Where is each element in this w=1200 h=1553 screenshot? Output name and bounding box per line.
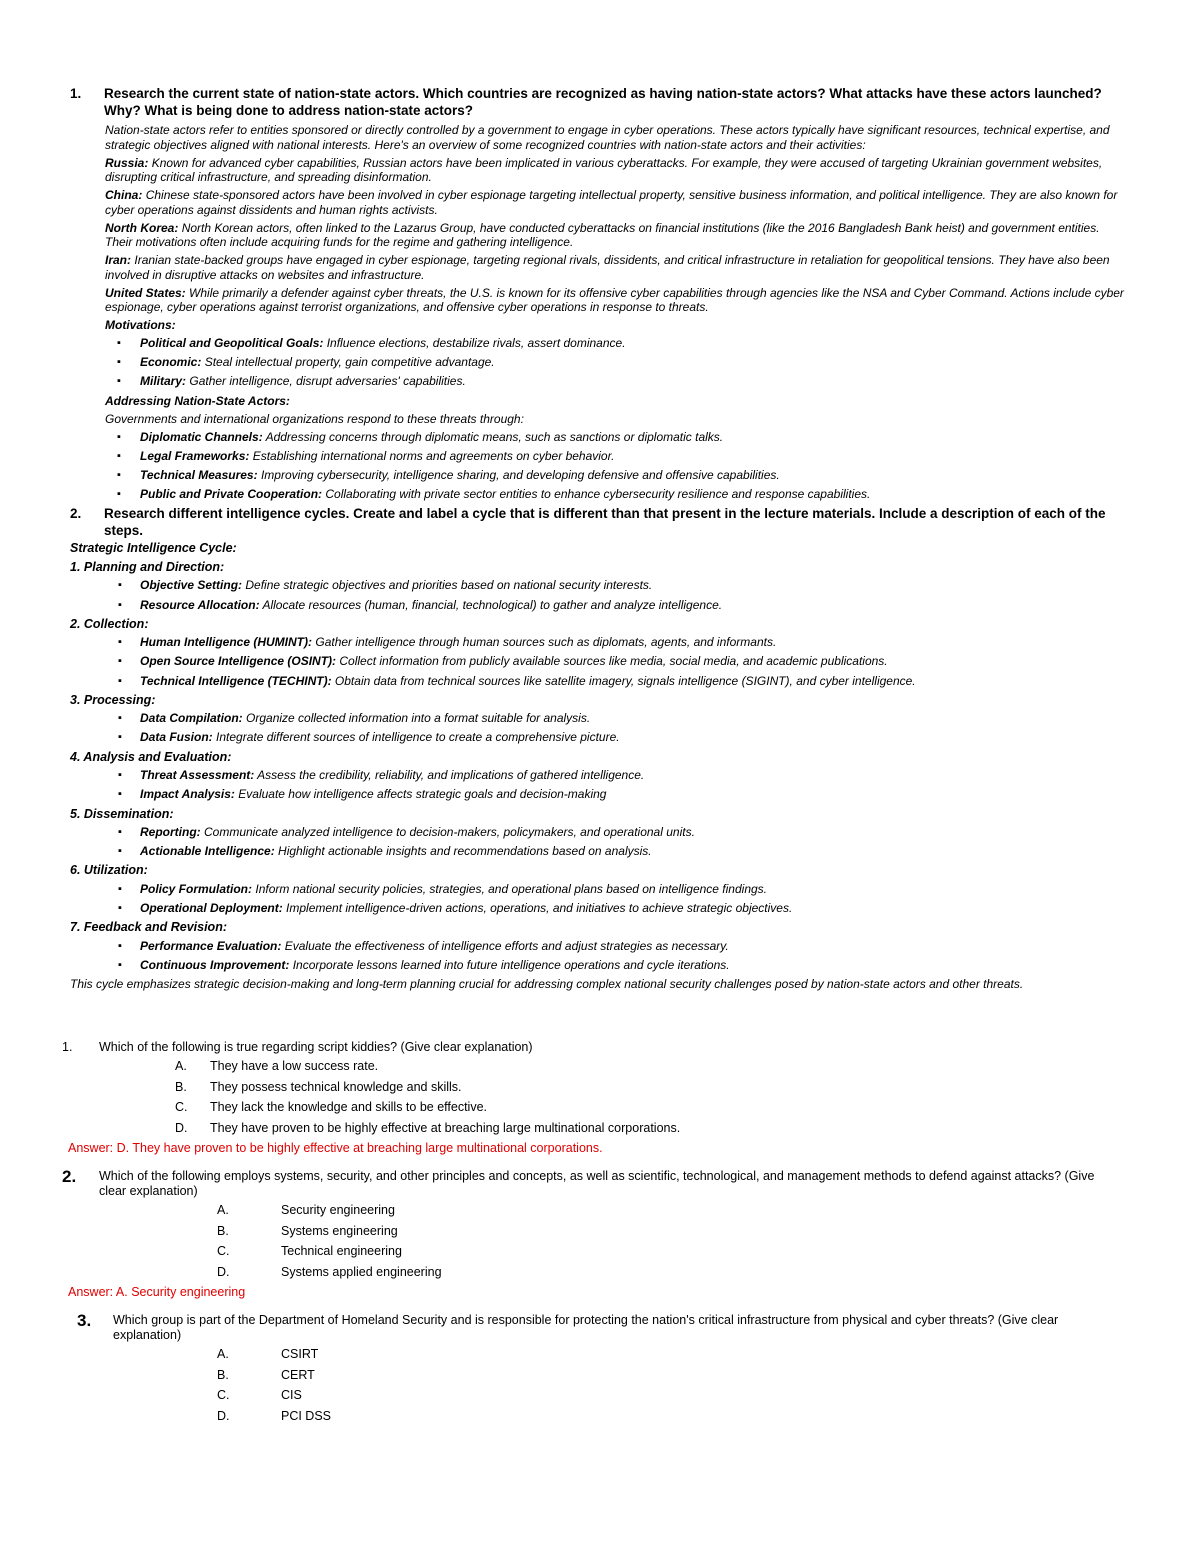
- country-paragraph: [105, 188, 1130, 217]
- item-label: Technical Intelligence (TECHINT):: [140, 673, 332, 688]
- list-item: [70, 654, 1130, 669]
- step-list: [70, 635, 1130, 688]
- item-text: Implement intelligence-driven actions, operations, and initiatives to achieve strategic objectives.: [286, 901, 793, 916]
- motivations-list: [105, 336, 1130, 389]
- item-label: Data Compilation:: [140, 711, 243, 726]
- item-text: Collect information from publicly available sources like media, social media, and academic publications.: [339, 654, 888, 669]
- option-letter: C.: [175, 1100, 188, 1114]
- option-text: They possess technical knowledge and skills.: [210, 1079, 462, 1094]
- country-name: China:: [105, 188, 143, 202]
- item-label: Diplomatic Channels:: [140, 429, 263, 444]
- step-heading: 7. Feedback and Revision:: [70, 920, 227, 935]
- option-text: PCI DSS: [281, 1408, 332, 1423]
- step-heading: 4. Analysis and Evaluation:: [70, 749, 232, 764]
- item-text: Gather intelligence through human sources such as diplomats, agents, and informants.: [315, 635, 777, 650]
- list-item: [105, 355, 1130, 370]
- option-letter: D.: [217, 1408, 230, 1423]
- item-label: Data Fusion:: [140, 730, 213, 745]
- question-number: 2.: [62, 1167, 77, 1186]
- item-label: Performance Evaluation:: [140, 938, 282, 953]
- country-paragraph: [105, 253, 1130, 282]
- question-number: 1.: [70, 86, 82, 101]
- option: [217, 1224, 1122, 1239]
- options-list: [217, 1203, 1122, 1280]
- essay-section: [70, 86, 1130, 995]
- option-letter: C.: [217, 1388, 230, 1402]
- question-number: 1.: [62, 1040, 73, 1054]
- item-text: Organize collected information into a format suitable for analysis.: [246, 711, 591, 726]
- country-name: North Korea:: [105, 220, 179, 235]
- list-item: [70, 598, 1130, 613]
- item-label: Human Intelligence (HUMINT):: [140, 635, 313, 650]
- intro-paragraph: Nation-state actors refer to entities sponsored or directly controlled by a government to engage in cyber operations. These actors typically have significant resources, technical expertise, and strategic objectives aligned with national interests. Here's an overview of some recognized countries with nation-state actors and their activities:: [105, 123, 1110, 152]
- item-text: Obtain data from technical sources like satellite imagery, signals intelligence (SIGINT), and cyber intelligence.: [334, 673, 916, 688]
- list-item: [70, 730, 1130, 745]
- item-text: Addressing concerns through diplomatic means, such as sanctions or diplomatic talks.: [265, 429, 724, 444]
- question-text: Research the current state of nation-state actors. Which countries are recognized as having nation-state actors? What attacks have these actors launched? Why? What is being done to address nation-state actors?: [104, 86, 1102, 118]
- item-label: Actionable Intelligence:: [140, 844, 275, 859]
- option: [217, 1409, 1122, 1424]
- option-text: Systems engineering: [281, 1223, 398, 1238]
- item-text: Communicate analyzed intelligence to decision-makers, policymakers, and operational units.: [204, 825, 695, 839]
- item-text: Evaluate how intelligence affects strategic goals and decision-making: [238, 787, 607, 802]
- item-label: Impact Analysis:: [140, 787, 235, 802]
- item-text: Define strategic objectives and priorities based on national security interests.: [245, 578, 653, 593]
- motivations-heading: Motivations:: [105, 318, 176, 332]
- country-paragraph: [105, 221, 1130, 250]
- list-item: [70, 825, 1130, 840]
- option: [217, 1203, 1122, 1218]
- option-text: They lack the knowledge and skills to be effective.: [210, 1100, 488, 1114]
- step-list: [70, 711, 1130, 745]
- item-label: Threat Assessment:: [140, 768, 255, 783]
- cycle-heading: Strategic Intelligence Cycle:: [70, 541, 237, 556]
- country-text: Iranian state-backed groups have engaged in cyber espionage, targeting regional rivals, dissidents, and critical infrastructure in retaliation for geopolitical tensions. They have also been involved in disruptive attacks on websites and infrastructure.: [105, 253, 1110, 282]
- list-item: [70, 882, 1130, 897]
- list-item: [70, 844, 1130, 859]
- options-list: [217, 1347, 1122, 1424]
- option-letter: A.: [175, 1059, 187, 1073]
- list-item: [105, 336, 1130, 351]
- country-name: Iran:: [105, 253, 132, 267]
- question-1-heading: [70, 86, 1130, 119]
- list-item: [70, 674, 1130, 689]
- conclusion-paragraph: This cycle emphasizes strategic decision-making and long-term planning crucial for addressing complex national security challenges posed by nation-state actors and other threats.: [70, 977, 1024, 992]
- options-list: [175, 1059, 1122, 1136]
- question-text: Research different intelligence cycles. Create and label a cycle that is different than that present in the lecture materials. Include a description of each of the steps.: [104, 506, 1106, 538]
- list-item: [70, 711, 1130, 726]
- option-letter: B.: [217, 1367, 229, 1382]
- item-label: Legal Frameworks:: [140, 448, 250, 463]
- addressing-heading: Addressing Nation-State Actors:: [105, 393, 290, 408]
- step-heading: 2. Collection:: [70, 616, 149, 631]
- option: [175, 1121, 1122, 1136]
- item-text: Collaborating with private sector entities to enhance cybersecurity resilience and response capabilities.: [325, 487, 871, 502]
- option-text: Technical engineering: [281, 1244, 402, 1258]
- item-text: Inform national security policies, strategies, and operational plans based on intelligence findings.: [255, 881, 767, 896]
- step-heading: 3. Processing:: [70, 692, 156, 707]
- option: [217, 1368, 1122, 1383]
- item-label: Objective Setting:: [140, 578, 243, 593]
- item-label: Resource Allocation:: [140, 597, 260, 612]
- list-item: [105, 487, 1130, 502]
- list-item: [105, 449, 1130, 464]
- country-paragraph: [105, 286, 1130, 315]
- step-heading: 1. Planning and Direction:: [70, 559, 225, 574]
- addressing-list: [105, 430, 1130, 502]
- question-2-heading: [70, 506, 1130, 539]
- list-item: [70, 635, 1130, 650]
- question-number: 3.: [77, 1311, 92, 1330]
- option-letter: A.: [217, 1203, 229, 1217]
- country-paragraph: [105, 156, 1130, 185]
- item-text: Improving cybersecurity, intelligence sharing, and developing defensive and offensive capabilities.: [260, 467, 780, 482]
- list-item: [70, 787, 1130, 802]
- country-text: While primarily a defender against cyber threats, the U.S. is known for its offensive cyber capabilities through agencies like the NSA and Cyber Command. Actions include cyber espionage, cyber operations against terrorist organizations, and offensive cyber operations in response to threats.: [105, 285, 1124, 314]
- answer-text: Answer: D. They have proven to be highly effective at breaching large multinational corporations.: [68, 1141, 603, 1155]
- list-item: [105, 430, 1130, 445]
- item-label: Continuous Improvement:: [140, 957, 290, 972]
- step-list: [70, 882, 1130, 916]
- question-text: Which of the following is true regarding script kiddies? (Give clear explanation): [99, 1040, 533, 1054]
- item-text: Assess the credibility, reliability, and implications of gathered intelligence.: [257, 768, 645, 783]
- step-heading: 6. Utilization:: [70, 863, 148, 878]
- option: [217, 1347, 1122, 1362]
- option-text: CIS: [281, 1388, 302, 1402]
- option-letter: D.: [175, 1120, 188, 1135]
- mcq-question: [62, 1169, 1122, 1300]
- item-label: Public and Private Cooperation:: [140, 487, 323, 502]
- option: [217, 1244, 1122, 1259]
- option: [175, 1100, 1122, 1115]
- item-text: Steal intellectual property, gain competitive advantage.: [204, 355, 495, 370]
- option: [175, 1080, 1122, 1095]
- question-number: 2.: [70, 506, 82, 522]
- mcq-section: [62, 1040, 1122, 1429]
- question-line: [62, 1169, 1122, 1199]
- country-name: United States:: [105, 285, 186, 300]
- question-2-answer: [70, 541, 1130, 991]
- option-text: They have proven to be highly effective at breaching large multinational corporations.: [210, 1120, 681, 1135]
- item-label: Economic:: [140, 355, 202, 370]
- item-text: Establishing international norms and agreements on cyber behavior.: [252, 448, 615, 463]
- option-text: CERT: [281, 1367, 315, 1382]
- option-text: They have a low success rate.: [210, 1059, 379, 1073]
- question-line: [77, 1313, 1122, 1343]
- option-letter: A.: [217, 1347, 229, 1361]
- option-text: Systems applied engineering: [281, 1264, 442, 1279]
- step-list: [70, 578, 1130, 612]
- option-text: CSIRT: [281, 1347, 319, 1361]
- list-item: [105, 374, 1130, 389]
- option-letter: B.: [175, 1079, 187, 1094]
- item-text: Highlight actionable insights and recommendations based on analysis.: [278, 844, 652, 859]
- list-item: [70, 768, 1130, 783]
- addressing-intro: Governments and international organizations respond to these threats through:: [105, 411, 524, 426]
- step-list: [70, 768, 1130, 802]
- item-text: Gather intelligence, disrupt adversaries' capabilities.: [189, 374, 466, 389]
- item-label: Military:: [140, 374, 187, 389]
- step-list: [70, 939, 1130, 973]
- list-item: [70, 939, 1130, 954]
- question-text: Which group is part of the Department of Homeland Security and is responsible for protecting the nation's critical infrastructure from physical and cyber threats? (Give clear explanation): [113, 1313, 1059, 1342]
- country-name: Russia:: [105, 155, 149, 170]
- question-text: Which of the following employs systems, security, and other principles and concepts, as well as scientific, technological, and management methods to defend against attacks? (Give clear explanation): [99, 1169, 1095, 1198]
- item-label: Political and Geopolitical Goals:: [140, 336, 324, 350]
- list-item: [70, 958, 1130, 973]
- option-letter: B.: [217, 1223, 229, 1238]
- item-label: Policy Formulation:: [140, 881, 253, 896]
- mcq-question: [62, 1313, 1122, 1424]
- item-label: Reporting:: [140, 825, 201, 839]
- item-label: Operational Deployment:: [140, 901, 283, 916]
- option-text: Security engineering: [281, 1203, 395, 1217]
- option: [175, 1059, 1122, 1074]
- country-text: North Korean actors, often linked to the Lazarus Group, have conducted cyberattacks on financial institutions (like the 2016 Bangladesh Bank heist) and government entities. Their motivations often include acquiring funds for the regime and gathering intelligence.: [105, 220, 1100, 249]
- mcq-question: [62, 1040, 1122, 1156]
- item-text: Incorporate lessons learned into future intelligence operations and cycle iterations.: [292, 957, 730, 972]
- item-label: Technical Measures:: [140, 467, 258, 482]
- country-text: Chinese state-sponsored actors have been involved in cyber espionage targeting intellectual property, sensitive business information, and political intelligence. They are also known for cyber operations against dissidents and human rights activists.: [105, 188, 1118, 217]
- answer-text: Answer: A. Security engineering: [68, 1285, 246, 1299]
- step-list: [70, 825, 1130, 859]
- country-text: Known for advanced cyber capabilities, Russian actors have been implicated in various cyberattacks. For example, they were accused of targeting Ukrainian government websites, disrupting critical infrastructure, and spreading disinformation.: [105, 155, 1103, 184]
- question-line: [62, 1040, 1122, 1055]
- option-letter: C.: [217, 1244, 230, 1258]
- step-heading: 5. Dissemination:: [70, 806, 174, 821]
- list-item: [70, 901, 1130, 916]
- option: [217, 1388, 1122, 1403]
- item-text: Influence elections, destabilize rivals, assert dominance.: [326, 336, 626, 350]
- option: [217, 1265, 1122, 1280]
- item-text: Integrate different sources of intelligence to create a comprehensive picture.: [216, 730, 620, 745]
- item-text: Allocate resources (human, financial, technological) to gather and analyze intelligence.: [262, 597, 723, 612]
- question-1-answer: [105, 123, 1130, 502]
- item-text: Evaluate the effectiveness of intelligence efforts and adjust strategies as necessary.: [284, 938, 729, 953]
- item-label: Open Source Intelligence (OSINT):: [140, 654, 337, 669]
- list-item: [70, 578, 1130, 593]
- list-item: [105, 468, 1130, 483]
- option-letter: D.: [217, 1264, 230, 1279]
